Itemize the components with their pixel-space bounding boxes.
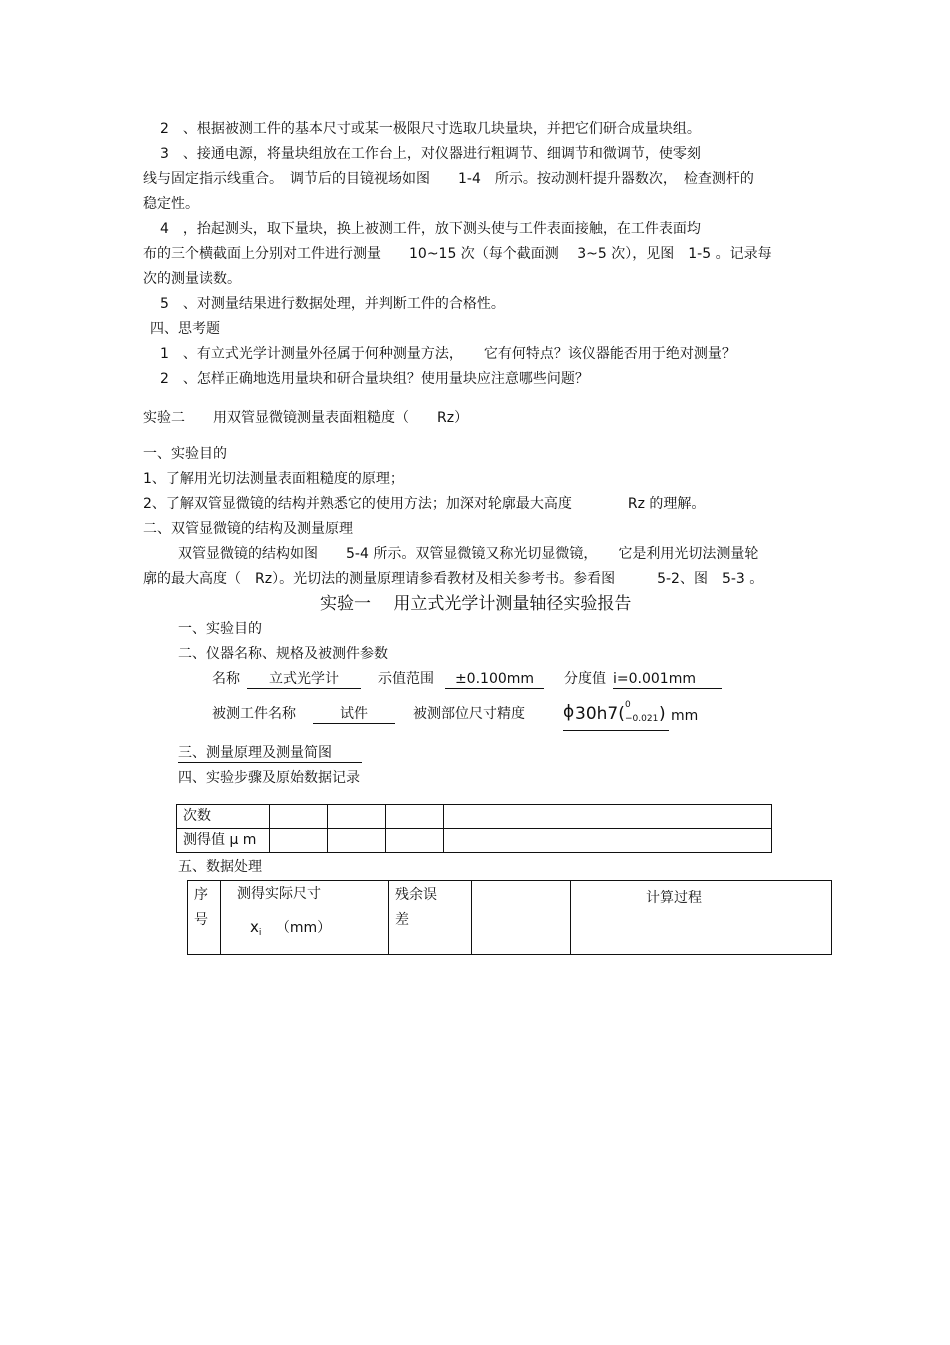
questions-heading: 四、思考题: [150, 321, 220, 337]
exp2-title: 实验二 用双管显微镜测量表面粗糙度（ Rz）: [143, 410, 469, 426]
precision-upper: 0: [625, 700, 631, 710]
instrument-name-label: 名称: [212, 671, 240, 687]
col-index: [188, 881, 221, 955]
exp2-heading-structure: 二、双管显微镜的结构及测量原理: [143, 521, 353, 537]
workpiece-value: 试件: [313, 705, 395, 724]
xi-subscript: i: [258, 928, 262, 938]
col-residual: [389, 881, 472, 955]
precision-lower: −0.021: [625, 714, 659, 724]
precision-main: 30h7(: [575, 704, 625, 724]
instrument-name-value: 立式光学计: [247, 670, 361, 689]
table-cell: [444, 829, 772, 853]
precision-value: [563, 700, 669, 731]
table-cell: [328, 829, 386, 853]
report-heading-instrument: 二、仪器名称、规格及被测件参数: [178, 646, 388, 662]
table-cell: [270, 805, 328, 829]
exp2-structure-line2: 廓的最大高度（ Rz）。光切法的测量原理请参看教材及相关参考书。参看图 5-2、图 5-3 。: [143, 571, 764, 587]
xi-symbol: x: [250, 918, 259, 936]
report-heading-purpose: 一、实验目的: [178, 621, 262, 637]
table-cell: [386, 829, 444, 853]
division-label: 分度值: [564, 671, 606, 687]
col-measured-line1: 测得实际尺寸: [237, 886, 321, 902]
range-label: 示值范围: [378, 671, 434, 687]
step-3-line3: 稳定性。: [143, 196, 199, 212]
table-cell: [328, 805, 386, 829]
col-measured-size: [221, 881, 389, 955]
table-cell: [386, 805, 444, 829]
step-4-line1: 4 ，抬起测头，取下量块，换上被测工件，放下测头使与工件表面接触，在工件表面均: [160, 221, 701, 237]
processing-table: [187, 880, 832, 955]
report-heading-processing: 五、数据处理: [178, 859, 262, 875]
row-count-label: 次数: [177, 805, 270, 829]
exp2-structure-line1: 双管显微镜的结构如图 5-4 所示。双管显微镜又称光切显微镜， 它是利用光切法测量轮: [178, 546, 759, 562]
col-residual-line2: 差: [395, 912, 409, 928]
step-3-line1: 3 、接通电源，将量块组放在工作台上，对仪器进行粗调节、细调节和微调节，使零刻: [160, 146, 701, 162]
precision-unit: mm: [671, 708, 699, 724]
step-2: 2 、根据被测工件的基本尺寸或某一极限尺寸选取几块量块，并把它们研合成量块组。: [160, 121, 701, 137]
step-3-line2: 线与固定指示线重合。 调节后的目镜视场如图 1-4 所示。按动测杆提升器数次， 检查测杆的: [143, 171, 754, 187]
precision-close: ): [659, 704, 666, 724]
report-heading-principle: 三、测量原理及测量简图: [178, 744, 362, 763]
col-residual-line1: 残余误: [395, 887, 437, 903]
precision-label: 被测部位尺寸精度: [413, 706, 525, 722]
exp2-purpose-1: 1、了解用光切法测量表面粗糙度的原理；: [143, 471, 404, 487]
step-4-line2: 布的三个横截面上分别对工件进行测量 10~15 次（每个截面测 3~5 次），见图 1-5 。记录每: [143, 246, 772, 262]
raw-data-table: [176, 804, 772, 853]
report-heading-steps: 四、实验步骤及原始数据记录: [178, 770, 360, 786]
table-cell: [444, 805, 772, 829]
division-value: i=0.001mm: [613, 670, 722, 689]
row-measured-label: 测得值 μ m: [177, 829, 270, 853]
col-index-line2: 号: [194, 912, 208, 928]
phi-symbol: ϕ: [563, 702, 575, 722]
exp2-heading-purpose: 一、实验目的: [143, 446, 227, 462]
col-blank: [472, 881, 571, 955]
exp2-purpose-2: 2、了解双管显微镜的结构并熟悉它的使用方法；加深对轮廓最大高度 Rz 的理解。: [143, 496, 706, 512]
table-cell: [270, 829, 328, 853]
question-1: 1 、有立式光学计测量外径属于何种测量方法， 它有何特点？该仪器能否用于绝对测量？: [160, 346, 736, 362]
range-value: ±0.100mm: [445, 670, 544, 689]
question-2: 2 、怎样正确地选用量块和研合量块组？使用量块应注意哪些问题？: [160, 371, 589, 387]
col-calculation: 计算过程: [571, 881, 832, 955]
report-title: 实验一 用立式光学计测量轴径实验报告: [320, 594, 632, 614]
step-4-line3: 次的测量读数。: [143, 271, 241, 287]
col-measured-unit: （mm）: [275, 920, 332, 936]
step-5: 5 、对测量结果进行数据处理，并判断工件的合格性。: [160, 296, 505, 312]
col-index-line1: 序: [194, 887, 208, 903]
workpiece-label: 被测工件名称: [212, 706, 296, 722]
